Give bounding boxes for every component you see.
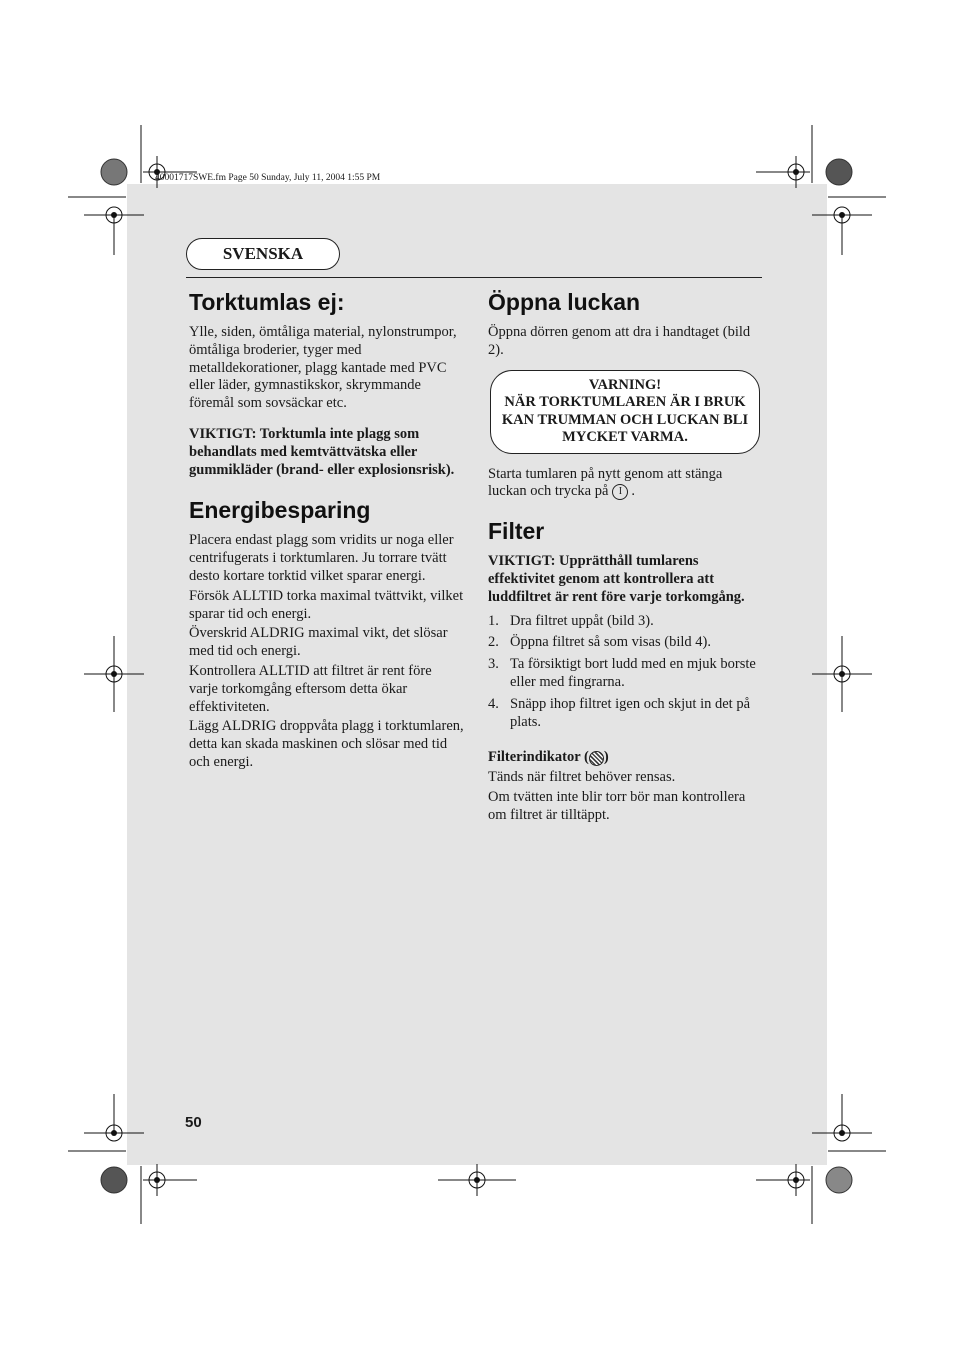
warning-title: VARNING! [588,376,662,393]
filter-indicator-label: Filterindikator ( [488,749,589,766]
list-item [488,634,763,652]
filter-indicator-text-2: Om tvätten inte blir torr bör man kontrollera om filtret är tilltäppt. [488,788,746,823]
step-text: Snäpp ihop filtret igen och skjut in det på plats. [510,695,751,730]
open-door-intro: Öppna dörren genom att dra i handtaget (bild 2). [488,324,751,358]
filter-important: VIKTIGT: Upprätthåll tumlarens effektivitet genom att kontrollera att luddfiltret är rent före varje torkomgång. [488,553,745,605]
list-item [488,696,763,732]
restart-text: Starta tumlaren på nytt genom att stänga luckan och trycka på [488,465,723,500]
list-item [488,656,763,692]
right-column [488,288,763,827]
step-text: Öppna filtret så som visas (bild 4). [510,634,711,651]
filter-steps [488,613,763,732]
filter-indicator-heading [488,749,763,767]
step-text: Dra filtret uppåt (bild 3). [510,612,654,629]
step-number: 2. [488,634,499,651]
heading-torktumlas-ej: Torktumlas ej: [189,289,345,315]
filter-indicator-text-1: Tänds när filtret behöver rensas. [488,769,676,786]
filter-indicator-icon [589,751,604,766]
energy-paragraph-2: Försök ALLTID torka maximal tvättvikt, vilket sparar tid och energi. [189,587,464,622]
step-number: 4. [488,695,499,712]
restart-end: . [631,483,636,500]
step-text: Ta försiktigt bort ludd med en mjuk borste eller med fingrarna. [510,656,756,690]
warning-box [490,370,760,454]
file-header: 40001717SWE.fm Page 50 Sunday, July 11, 2004 1:55 PM [155,173,381,183]
restart-instruction [488,466,763,502]
list-item [488,613,763,631]
energy-paragraph-1: Placera endast plagg som vridits ur noga eller centrifugerats i torktumlaren. Ju torrare tvätt desto kortare torktid vilket sparar energi. [189,532,454,584]
heading-filter: Filter [488,518,545,545]
energy-paragraph-4: Kontrollera ALLTID att filtret är rent före varje torkomgång eftersom detta ökar effektiviteten. [189,662,432,715]
step-number: 1. [488,612,499,629]
page-number: 50 [185,1114,202,1131]
power-button-icon: I [612,484,628,500]
energy-paragraph-3: Överskrid ALDRIG maximal vikt, det slösar med tid och energi. [189,625,448,660]
step-number: 3. [488,656,499,673]
filter-indicator-close: ) [603,749,609,766]
heading-oppna-luckan: Öppna luckan [488,289,641,315]
warning-text: NÄR TORKTUMLAREN ÄR I BRUK KAN TRUMMAN OCH LUCKAN BLI MYCKET VARMA. [501,394,749,446]
torktumlas-ej-body: Ylle, siden, ömtåliga material, nylonstrumpor, ömtåliga broderier, tyger med metalldekorationer, plagg kantade med PVC eller läder, gymnastikskor, skrymmande föremål som sovsäckar etc. [189,324,457,412]
left-column [189,288,464,774]
header-rule [186,277,762,278]
heading-energibesparing: Energibesparing [189,497,371,524]
language-tab: SVENSKA [186,238,340,270]
torktumlas-ej-important: VIKTIGT: Torktumla inte plagg som behandlats med kemtvättvätska eller gummikläder (brand- eller explosionsrisk). [189,425,455,478]
energy-paragraph-5: Lägg ALDRIG droppvåta plagg i torktumlaren, detta kan skada maskinen och slösar med tid och energi. [189,718,464,770]
